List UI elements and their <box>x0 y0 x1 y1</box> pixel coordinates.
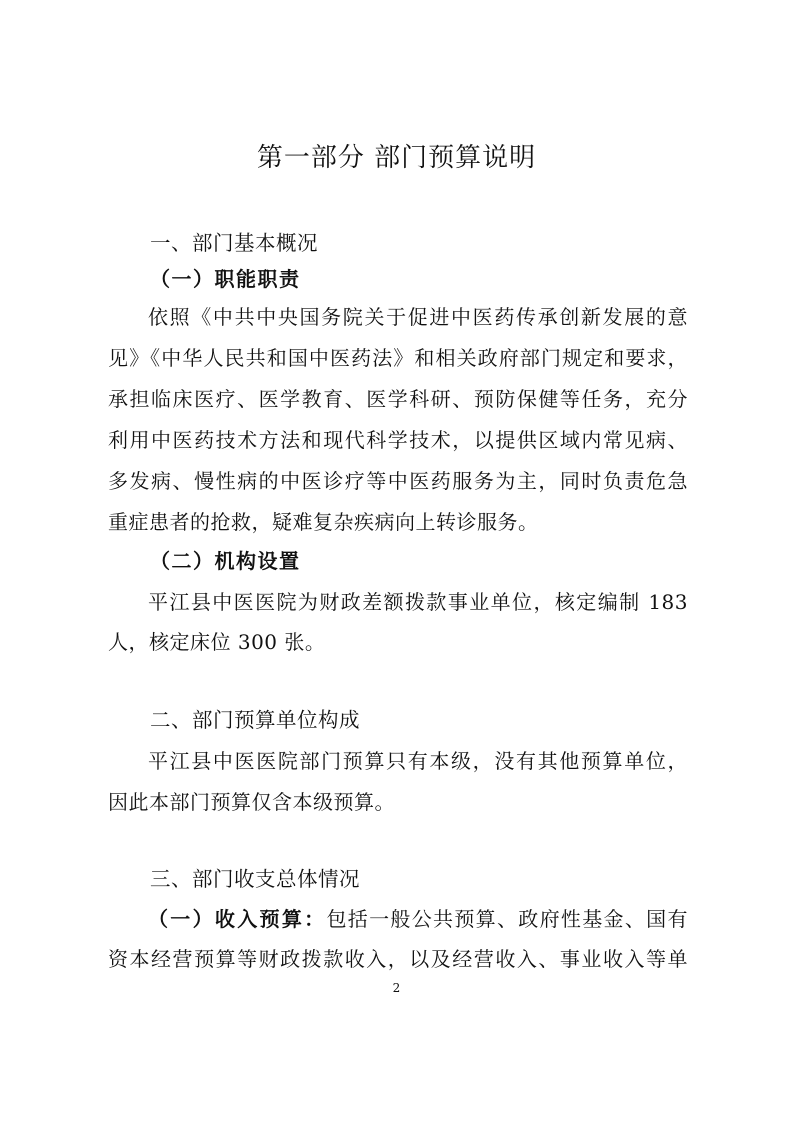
paragraph-line: 平江县中医医院部门预算只有本级，没有其他预算单位， <box>148 749 688 773</box>
income-budget-lead: （一）收入预算： <box>148 907 327 931</box>
section-heading-budget-units: 二、部门预算单位构成 <box>150 708 360 732</box>
paragraph-line: 依照《中共中央国务院关于促进中医药传承创新发展的意 <box>148 305 688 329</box>
paragraph-line: 利用中医药技术方法和现代科学技术，以提供区域内常见病、 <box>108 428 688 452</box>
paragraph-line: 重症患者的抢救，疑难复杂疾病向上转诊服务。 <box>108 510 539 534</box>
paragraph-line: 见》《中华人民共和国中医药法》和相关政府部门规定和要求， <box>108 346 688 370</box>
paragraph-line: 平江县中医医院为财政差额拨款事业单位，核定编制 183 <box>148 590 688 614</box>
income-budget-text: 包括一般公共预算、政府性基金、国有 <box>326 907 688 931</box>
page-number: 2 <box>392 981 401 995</box>
paragraph-line: 因此本部门预算仅含本级预算。 <box>108 790 395 814</box>
subsection-heading-organization: （二）机构设置 <box>150 549 301 573</box>
paragraph-line: 人，核定床位 300 张。 <box>108 630 326 654</box>
paragraph-line: 资本经营预算等财政拨款收入，以及经营收入、事业收入等单 <box>108 947 688 971</box>
section-heading-basic-overview: 一、部门基本概况 <box>150 231 318 255</box>
paragraph-line <box>148 904 688 934</box>
paragraph-line: 承担临床医疗、医学教育、医学科研、预防保健等任务，充分 <box>108 387 688 411</box>
subsection-heading-functions: （一）职能职责 <box>150 267 301 291</box>
paragraph-line: 多发病、慢性病的中医诊疗等中医药服务为主，同时负责危急 <box>108 469 688 493</box>
document-title: 第一部分 部门预算说明 <box>256 143 537 173</box>
section-heading-revenue-expenditure: 三、部门收支总体情况 <box>150 867 360 891</box>
